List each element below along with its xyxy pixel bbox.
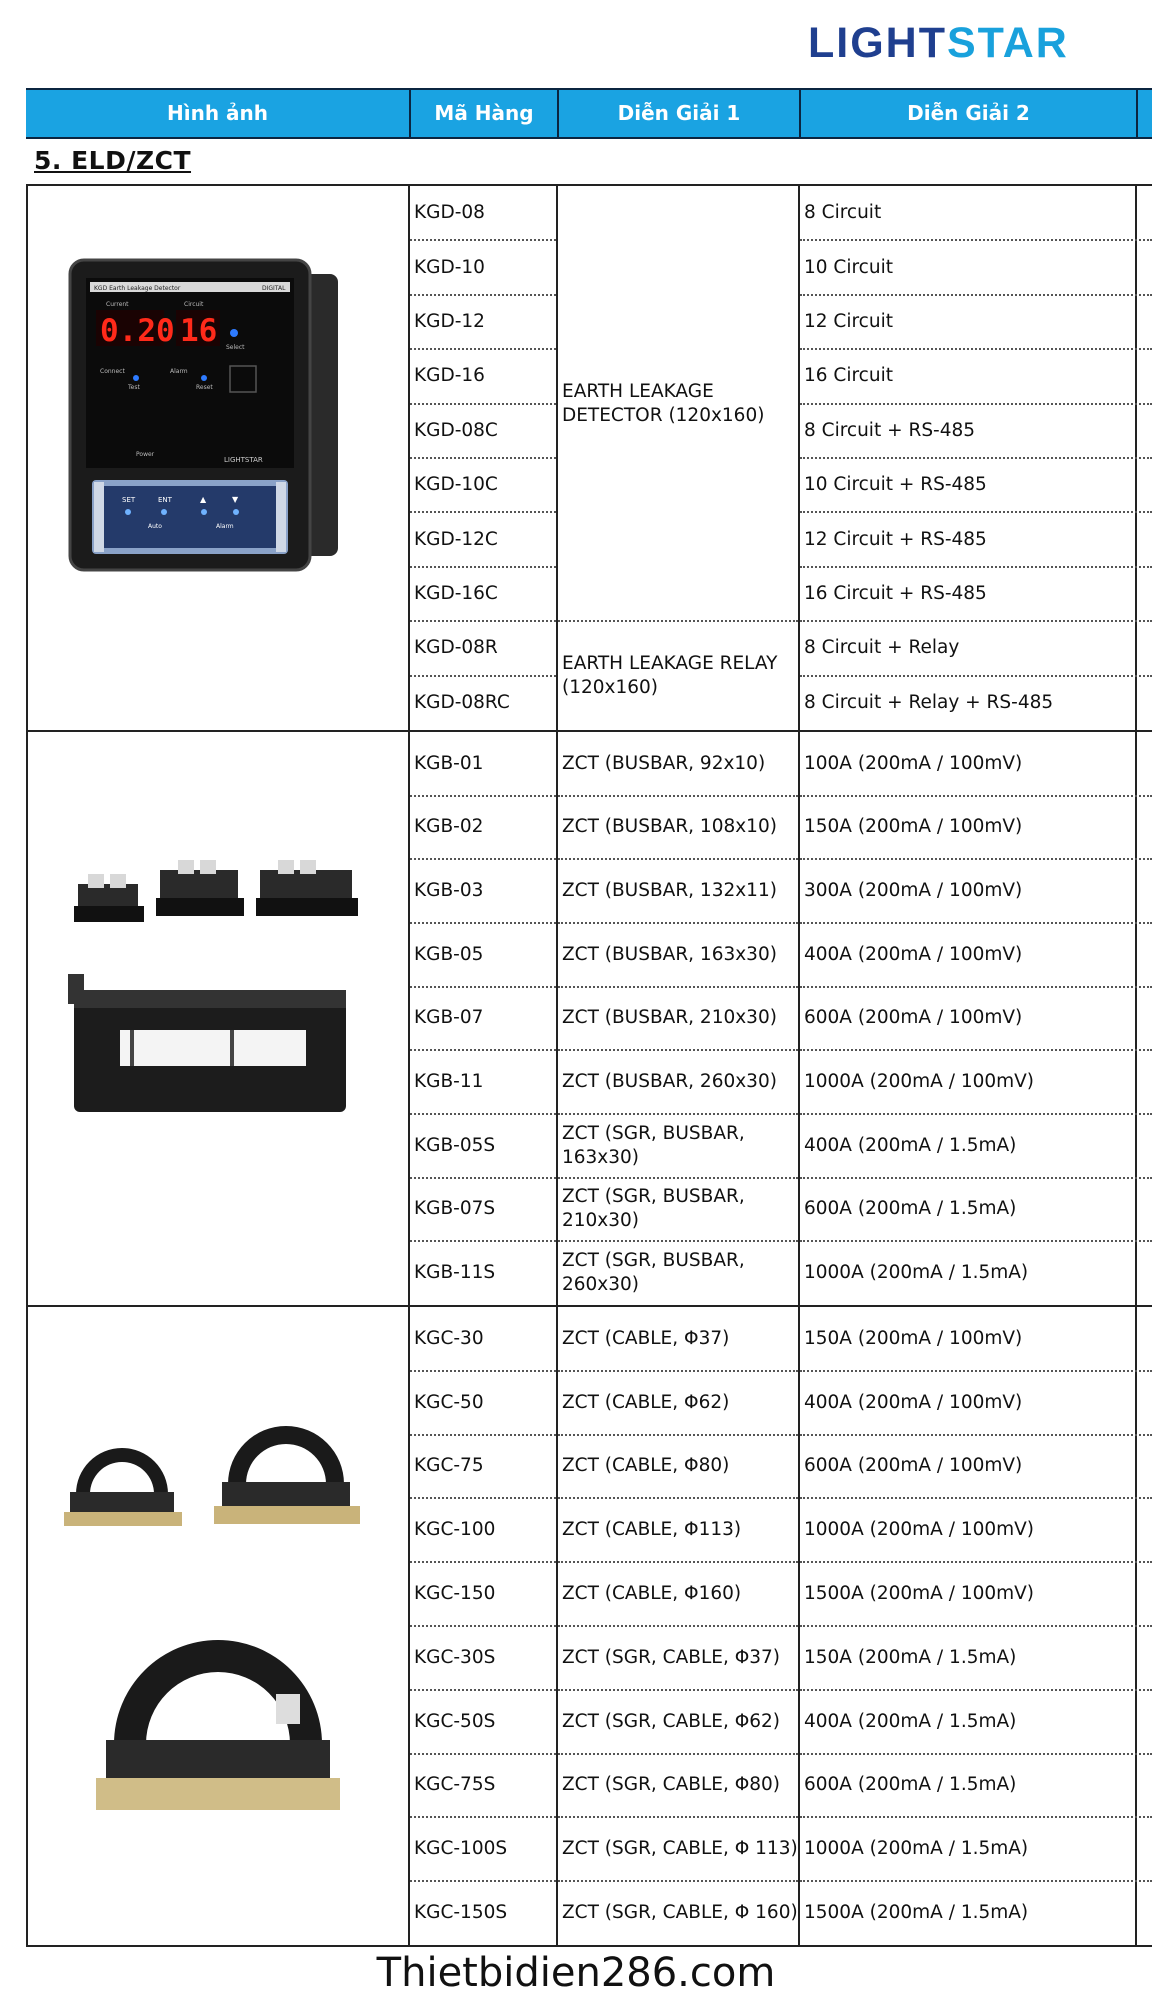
product-code-cell: KGD-12C <box>414 528 498 550</box>
busbar-zct-image <box>48 852 368 1132</box>
description-1-cell: ZCT (BUSBAR, 163x30) <box>562 943 777 965</box>
description-1-cell: ZCT (CABLE, Φ80) <box>562 1455 730 1477</box>
cable-zct-image <box>46 1384 376 1854</box>
product-code-cell: KGD-16 <box>414 365 485 387</box>
key-ent: ENT <box>158 496 172 504</box>
description-1-cell: ZCT (SGR, CABLE, Φ 113) <box>562 1838 798 1860</box>
product-code-cell: KGC-150S <box>414 1902 508 1924</box>
description-1-cell: ZCT (SGR, CABLE, Φ62) <box>562 1710 781 1732</box>
description-1-cell: ZCT (CABLE, Φ62) <box>562 1391 730 1413</box>
description-1-cell: ZCT (BUSBAR, 260x30) <box>562 1071 777 1093</box>
description-2-cell: 150A (200mA / 100mV) <box>804 1327 1023 1349</box>
description-1-cell: ZCT (SGR, CABLE, Φ 160) <box>562 1902 798 1924</box>
product-code-cell: KGD-12 <box>414 310 485 332</box>
device-brand: LIGHTSTAR <box>224 456 263 464</box>
cable-zct-drawing <box>46 1384 376 1854</box>
description-2-cell: 600A (200mA / 1.5mA) <box>804 1774 1017 1796</box>
description-2-cell: 1500A (200mA / 100mV) <box>804 1583 1035 1605</box>
table-header <box>26 88 1152 139</box>
header-image-column: Hình ảnh <box>166 101 268 125</box>
description-2-cell: 1000A (200mA / 100mV) <box>804 1071 1035 1093</box>
product-table <box>26 184 1152 1947</box>
product-code-cell: KGB-02 <box>414 816 484 838</box>
description-1-cell: ZCT (SGR, BUSBAR, 163x30) <box>562 1122 745 1168</box>
key-auto-label: Auto <box>148 523 162 530</box>
product-code-cell: KGB-11 <box>414 1071 484 1093</box>
product-code-cell: KGB-07S <box>414 1198 496 1220</box>
description-2-cell: 1000A (200mA / 100mV) <box>804 1519 1035 1541</box>
column-line <box>1135 184 1137 1947</box>
description-1-cell: ZCT (BUSBAR, 108x10) <box>562 816 777 838</box>
product-code-cell: KGC-30 <box>414 1327 484 1349</box>
description-2-cell: 100A (200mA / 100mV) <box>804 752 1023 774</box>
table-bottom-border <box>26 1945 1152 1947</box>
product-code-cell: KGD-10C <box>414 474 498 496</box>
logo-part-light: LIGHT <box>808 19 947 67</box>
logo-part-star: STAR <box>946 19 1069 67</box>
description-2-cell: 16 Circuit <box>804 365 893 387</box>
product-code-cell: KGC-75S <box>414 1774 496 1796</box>
description-1-cell: ZCT (SGR, CABLE, Φ80) <box>562 1774 781 1796</box>
product-code-cell: KGD-08C <box>414 419 498 441</box>
description-2-cell: 600A (200mA / 1.5mA) <box>804 1198 1017 1220</box>
product-code-cell: KGB-01 <box>414 752 484 774</box>
busbar-zct-drawing <box>48 852 368 1132</box>
description-1-cell: ZCT (SGR, BUSBAR, 210x30) <box>562 1186 745 1232</box>
column-line <box>26 184 28 1947</box>
description-2-cell: 150A (200mA / 1.5mA) <box>804 1646 1017 1668</box>
product-code-cell: KGD-10 <box>414 256 485 278</box>
product-code-cell: KGD-08 <box>414 202 485 224</box>
detector-tag: DIGITAL <box>262 285 286 292</box>
description-2-cell: 1000A (200mA / 1.5mA) <box>804 1262 1029 1284</box>
description-2-cell: 600A (200mA / 100mV) <box>804 1455 1023 1477</box>
description-1-cell: ZCT (BUSBAR, 132x11) <box>562 880 777 902</box>
description-2-cell: 1500A (200mA / 1.5mA) <box>804 1902 1029 1924</box>
power-label: Power <box>136 451 155 458</box>
product-code-cell: KGC-100 <box>414 1519 496 1541</box>
product-code-cell: KGC-75 <box>414 1455 484 1477</box>
footer-watermark: Thietbidien286.com <box>376 1950 776 1996</box>
circuit-label: Circuit <box>184 301 204 308</box>
section-title: 5. ELD/ZCT <box>34 146 192 175</box>
product-code-cell: KGB-11S <box>414 1262 496 1284</box>
description-2-cell: 400A (200mA / 1.5mA) <box>804 1134 1017 1156</box>
product-code-cell: KGB-07 <box>414 1007 484 1029</box>
description-1-cell: ZCT (SGR, CABLE, Φ37) <box>562 1646 781 1668</box>
brand-logo <box>808 19 1069 67</box>
description-2-cell: 12 Circuit <box>804 310 893 332</box>
key-down: ▼ <box>232 495 239 504</box>
description-1-merged-cell: EARTH LEAKAGE RELAY (120x160) <box>562 652 778 698</box>
description-2-cell: 400A (200mA / 100mV) <box>804 943 1023 965</box>
header-desc2-column: Diễn Giải 2 <box>799 90 1136 137</box>
alarm-label: Alarm <box>170 368 188 375</box>
product-code-cell: KGB-03 <box>414 880 484 902</box>
product-code-cell: KGC-100S <box>414 1838 508 1860</box>
description-2-cell: 400A (200mA / 1.5mA) <box>804 1710 1017 1732</box>
product-code-cell: KGD-16C <box>414 582 498 604</box>
description-2-cell: 8 Circuit <box>804 202 882 224</box>
description-2-cell: 16 Circuit + RS-485 <box>804 582 987 604</box>
detector-drawing <box>66 256 346 576</box>
description-2-cell: 10 Circuit + RS-485 <box>804 474 987 496</box>
product-code-cell: KGB-05 <box>414 943 484 965</box>
current-label: Current <box>106 301 129 308</box>
description-1-cell: ZCT (SGR, BUSBAR, 260x30) <box>562 1250 745 1296</box>
description-1-cell: ZCT (CABLE, Φ37) <box>562 1327 730 1349</box>
circuit-display: 16 <box>180 313 218 349</box>
test-label: Test <box>128 384 140 391</box>
product-code-cell: KGD-08RC <box>414 691 510 713</box>
description-1-cell: ZCT (BUSBAR, 210x30) <box>562 1007 777 1029</box>
description-2-cell: 8 Circuit + Relay + RS-485 <box>804 691 1054 713</box>
description-2-cell: 400A (200mA / 100mV) <box>804 1391 1023 1413</box>
description-2-cell: 10 Circuit <box>804 256 893 278</box>
select-label: Select <box>226 344 245 351</box>
reset-label: Reset <box>196 384 213 391</box>
detector-title: KGD Earth Leakage Detector <box>94 285 181 292</box>
product-code-cell: KGC-50 <box>414 1391 484 1413</box>
description-1-merged-cell: EARTH LEAKAGE DETECTOR (120x160) <box>562 380 765 426</box>
description-2-cell: 8 Circuit + RS-485 <box>804 419 976 441</box>
key-up: ▲ <box>200 495 207 504</box>
header-desc1-column: Diễn Giải 1 <box>557 90 799 137</box>
description-2-cell: 1000A (200mA / 1.5mA) <box>804 1838 1029 1860</box>
product-code-cell: KGC-30S <box>414 1646 496 1668</box>
product-code-cell: KGC-150 <box>414 1583 496 1605</box>
description-2-cell: 600A (200mA / 100mV) <box>804 1007 1023 1029</box>
description-2-cell: 150A (200mA / 100mV) <box>804 816 1023 838</box>
description-2-cell: 300A (200mA / 100mV) <box>804 880 1023 902</box>
key-set: SET <box>122 496 136 504</box>
header-extra-column <box>1136 90 1152 137</box>
key-alarm-label: Alarm <box>216 523 234 530</box>
product-code-cell: KGB-05S <box>414 1134 496 1156</box>
product-code-cell: KGD-08R <box>414 637 498 659</box>
current-display: 0.20 <box>100 313 175 349</box>
description-1-cell: ZCT (CABLE, Φ113) <box>562 1519 742 1541</box>
description-1-cell: ZCT (CABLE, Φ160) <box>562 1583 742 1605</box>
product-code-cell: KGC-50S <box>414 1710 496 1732</box>
description-1-cell: ZCT (BUSBAR, 92x10) <box>562 752 766 774</box>
connect-label: Connect <box>100 368 125 375</box>
earth-leakage-detector-image <box>66 256 346 576</box>
description-2-cell: 12 Circuit + RS-485 <box>804 528 987 550</box>
header-code-column: Mã Hàng <box>409 90 557 137</box>
description-2-cell: 8 Circuit + Relay <box>804 637 960 659</box>
